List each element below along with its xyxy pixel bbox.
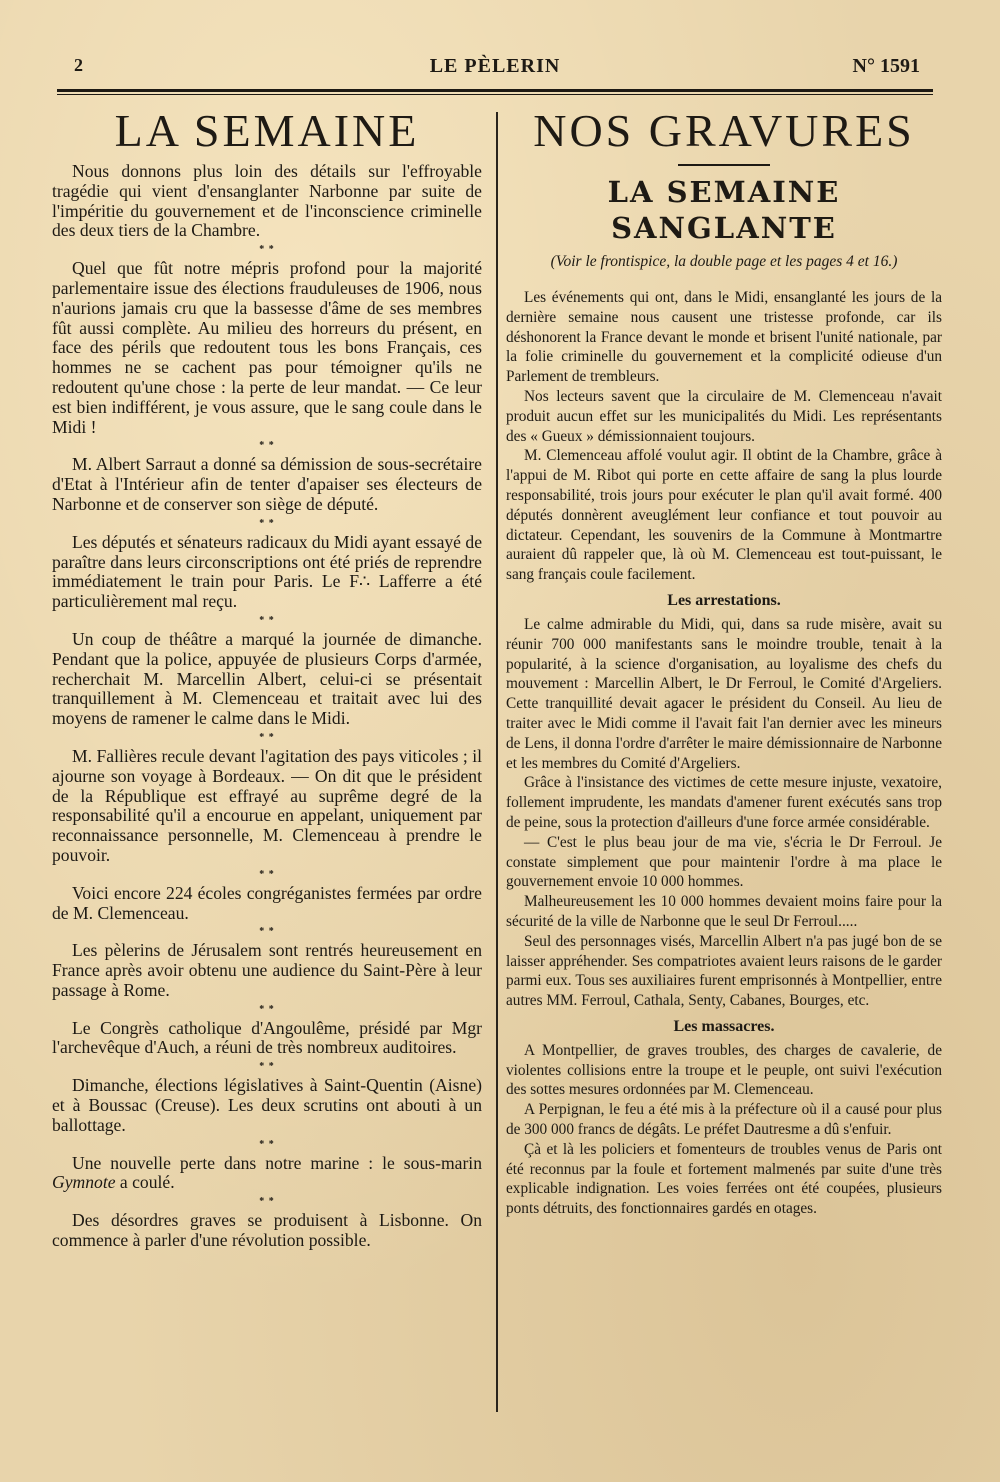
- section-title-nos-gravures: NOS GRAVURES: [533, 105, 915, 156]
- separator-asterism: * *: [259, 517, 275, 529]
- article-paragraph: Les événements qui ont, dans le Midi, ensanglanté les jours de la dernière semaine nous causent une tristesse profonde, car ils déshonorent la France devant le monde et brisent l'unité nationale, par la folie criminelle du gouvernement et la complicité odieuse d'un Parlement de trembleurs.: [506, 289, 942, 386]
- separator-asterism: * *: [259, 1196, 275, 1208]
- right-column: [506, 106, 942, 1219]
- separator-asterism: * *: [259, 1061, 275, 1073]
- marine-text-end: a coulé.: [115, 1172, 175, 1193]
- news-paragraph: M. Albert Sarraut a donné sa démission de sous-secrétaire d'Etat à l'Intérieur afin de tenter d'apaiser ses électeurs de Narbonne et de conserver son siège de député.: [52, 454, 482, 514]
- title-ornament-rule: [678, 164, 770, 166]
- article-title: LA SEMAINE SANGLANTE: [607, 175, 841, 245]
- news-paragraph: Les députés et sénateurs radicaux du Midi ayant essayé de paraître dans leurs circonscriptions ont été priés de reprendre immédiatement le train pour Paris. Le F∴ Lafferre a été particulièrement mal reçu.: [52, 531, 482, 612]
- page-number: 2: [74, 55, 83, 75]
- issue-number: N° 1591: [852, 55, 920, 77]
- section-title-la-semaine: LA SEMAINE: [114, 105, 420, 156]
- news-paragraph: Nous donnons plus loin des détails sur l'effroyable tragédie qui vient d'ensanglanter Narbonne par suite de l'impéritie du gouvernement et de l'inconscience criminelle des deux tiers de la Chambre.: [52, 161, 482, 241]
- separator-asterism: * *: [259, 1138, 275, 1150]
- marine-text-start: Une nouvelle perte dans notre marine : le sous-marin: [72, 1152, 482, 1173]
- newspaper-name: LE PÈLERIN: [429, 55, 561, 77]
- news-paragraph-marine: [52, 1154, 482, 1194]
- page-header: [60, 55, 930, 81]
- separator-asterism: * *: [259, 868, 275, 880]
- article-paragraph: Malheureusement les 10 000 hommes devaient moins faire pour la sécurité de la ville de Narbonne que le seul Dr Ferroul.....: [506, 893, 942, 930]
- news-paragraph: M. Fallières recule devant l'agitation des pays viticoles ; il ajourne son voyage à Bordeaux. — On dit que le président de la République est effrayé au suprême degré de la responsabilité qu'il a encourue en appelant, uniquement par reconnaissance personnelle, M. Clemenceau à prendre le pouvoir.: [52, 745, 482, 865]
- section-heading-arrestations: Les arrestations.: [667, 591, 781, 609]
- submarine-name: Gymnote: [52, 1172, 116, 1193]
- news-paragraph: Des désordres graves se produisent à Lisbonne. On commence à parler d'une révolution possible.: [52, 1210, 482, 1251]
- illustration-reference: (Voir le frontispice, la double page et les pages 4 et 16.): [550, 253, 898, 270]
- section-heading-massacres: Les massacres.: [673, 1017, 775, 1035]
- separator-asterism: * *: [259, 1003, 275, 1015]
- news-paragraph: Le Congrès catholique d'Angoulême, présidé par Mgr l'archevêque d'Auch, a réuni de très nombreux auditoires.: [52, 1017, 482, 1058]
- separator-asterism: * *: [259, 926, 275, 938]
- left-column: [52, 106, 482, 1251]
- article-paragraph: A Perpignan, le feu a été mis à la préfecture où il a causé pour plus de 300 000 francs de dégâts. Le préfet Dautresme a dû s'enfuir.: [506, 1101, 942, 1139]
- news-paragraph: Quel que fût notre mépris profond pour la majorité parlementaire issue des élections frauduleuses de 1906, nous n'aurions jamais cru que la bassesse d'âme de ses membres fût aussi complète. Au milieu des horreurs du présent, en face des périls que redoutent tous les bons Français, ces hommes ne se cachent pas pour témoigner qu'ils ne redoutent qu'une chose : la perte de leur mandat. — Ce leur est bien indifférent, je vous assure, que le sang coule dans le Midi !: [52, 258, 482, 437]
- news-paragraph: Les pèlerins de Jérusalem sont rentrés heureusement en France après avoir obtenu une audience du Saint-Père à leur passage à Rome.: [52, 940, 482, 1000]
- article-paragraph: M. Clemenceau affolé voulut agir. Il obtint de la Chambre, grâce à l'appui de M. Ribot qui porte en cette affaire de sang la plus lourde responsabilité, trois jours pour exécuter le plan qu'il avait formé. 400 députés donnèrent aveuglément leur confiance et tout pouvoir au dictateur. Cependant, les souvenirs de la Commune à Montmartre auraient dû rappeler que, là où M. Clemenceau est tout-puissant, le sang français coule facilement.: [506, 447, 942, 584]
- header-rule: [57, 89, 933, 95]
- article-paragraph: Le calme admirable du Midi, qui, dans sa rude misère, avait su réunir 700 000 manifestants sans le moindre trouble, tenait à la popularité, à la science d'organisation, au loyalisme des chefs du mouvement : Marcellin Albert, le Dr Ferroul, le Comité d'Argeliers. Cette tranquillité devait agacer le président du Conseil. Au lieu de traiter avec le Midi comme il l'avait fait l'an dernier avec les mineurs de Lens, il donna l'ordre d'arrêter le maire démissionnaire de Narbonne et les membres du Comité d'Argeliers.: [506, 615, 942, 772]
- article-paragraph: Seul des personnages visés, Marcellin Albert n'a pas jugé bon de se laisser appréhender. Ses compatriotes avaient leurs raisons de le garder parmi eux. Tous ses auxiliaires furent emprisonnés à Montpellier, entre autres MM. Ferroul, Cathala, Senty, Cabanes, Bourges, etc.: [506, 932, 942, 1010]
- separator-asterism: * *: [259, 244, 275, 256]
- news-paragraph: Un coup de théâtre a marqué la journée de dimanche. Pendant que la police, appuyée de plusieurs Corps d'armée, recherchait M. Marcellin Albert, celui-ci se présentait tranquillement à M. Clemenceau et traitait avec lui des moyens de ramener le calme dans le Midi.: [52, 628, 482, 729]
- separator-asterism: * *: [259, 440, 275, 452]
- news-paragraph: Dimanche, élections législatives à Saint-Quentin (Aisne) et à Boussac (Creuse). Les deux scrutins ont abouti à un ballottage.: [52, 1075, 482, 1135]
- article-paragraph: Nos lecteurs savent que la circulaire de M. Clemenceau n'avait produit aucun effet sur les municipalités du Midi. Les représentants des « Gueux » démissionnaient toujours.: [506, 387, 942, 445]
- article-paragraph: — C'est le plus beau jour de ma vie, s'écria le Dr Ferroul. Je constate simplement que pour maintenir l'ordre à ma place le gouvernement envoie 10 000 hommes.: [506, 833, 942, 891]
- article-paragraph: Çà et là les policiers et fomenteurs de troubles venus de Paris ont été reconnus par la foule et fortement malmenés par suite d'une très explicable indignation. Les voies ferrées ont été coupées, plusieurs ponts détruits, des fonctionnaires gardés en otages.: [506, 1140, 942, 1218]
- news-paragraph: Voici encore 224 écoles congréganistes fermées par ordre de M. Clemenceau.: [52, 882, 482, 923]
- article-paragraph: Grâce à l'insistance des victimes de cette mesure injuste, vexatoire, follement imprudente, les mandats d'amener furent exécutés sans trop de peine, sous la protection d'ailleurs d'une force armée considérable.: [506, 774, 942, 831]
- separator-asterism: * *: [259, 614, 275, 626]
- separator-asterism: * *: [259, 731, 275, 743]
- column-divider: [496, 112, 498, 1412]
- article-paragraph: A Montpellier, de graves troubles, des charges de cavalerie, de violentes collisions entre la troupe et le peuple, ont suivi l'exécution des sottes mesures ordonnées par M. Clemenceau.: [506, 1041, 942, 1099]
